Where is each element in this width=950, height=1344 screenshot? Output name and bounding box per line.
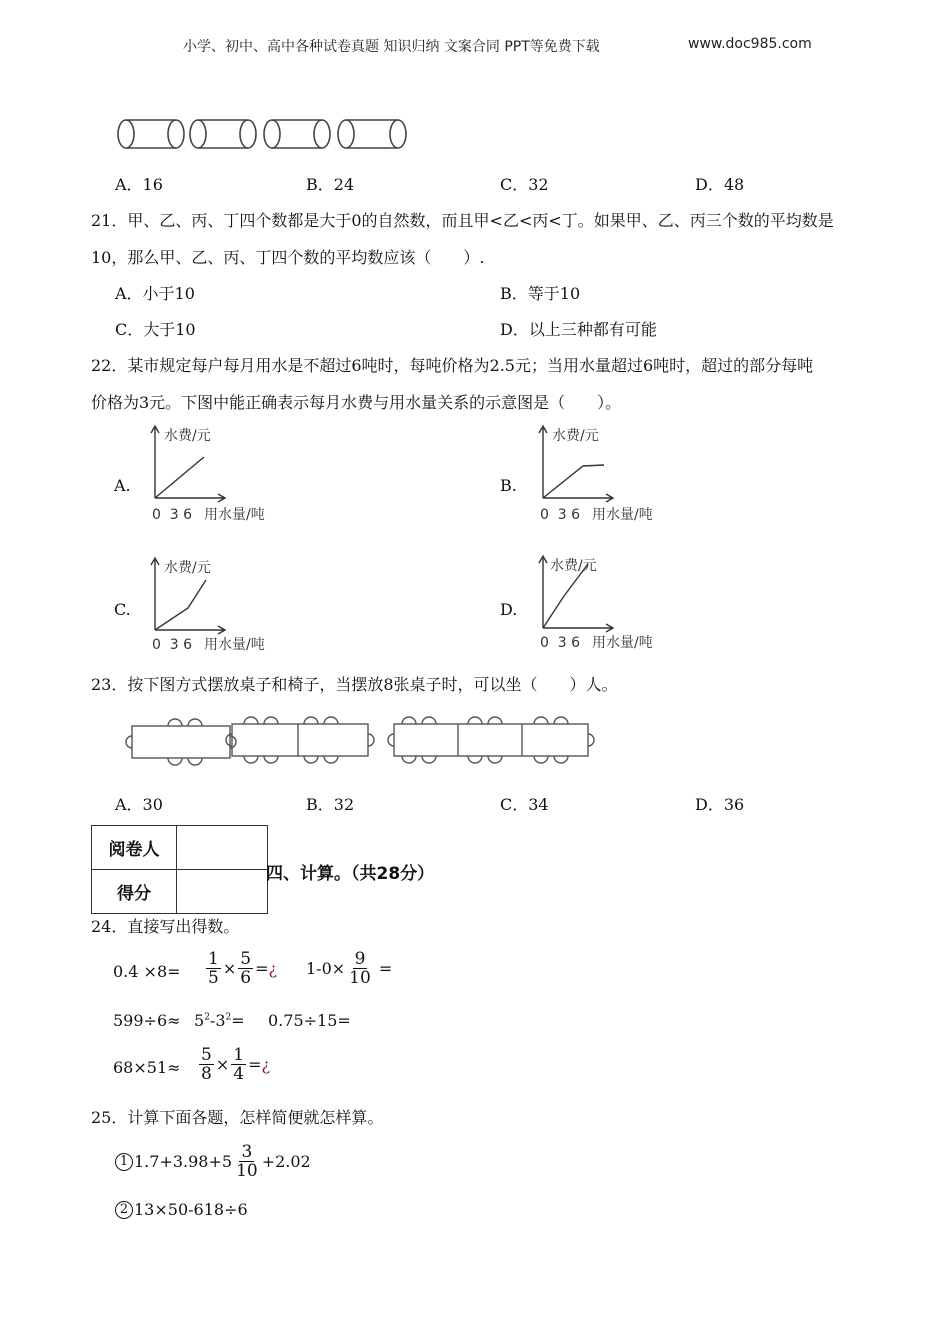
grading-table [91,825,268,914]
q24-prompt: 24．直接写出得数。 [91,917,240,936]
q22-option-d-label: D. [500,600,518,619]
cylinder-2 [190,120,256,148]
q21-option-d: D．以上三种都有可能 [500,320,657,339]
q22-line1: 22．某市规定每户每月用水是不超过6吨时，每吨价格为2.5元；当用水量超过6吨时，超过的部分每吨 [91,356,814,375]
q22-line2: 价格为3元。下图中能正确表示每月水费与用水量关系的示意图是（ ）。 [91,393,622,412]
graph-c-line [155,580,206,630]
q21-option-c: C．大于10 [115,320,196,339]
q22-option-a-label: A. [114,476,131,495]
q25-problem-2: 2 13×50-618÷6 [115,1200,248,1219]
table-group-1 [126,719,236,765]
q20-option-b: B．24 [306,175,355,194]
q24-expr-3: 1-0× $\frac{9}{10}$ = [306,949,393,988]
q21-line1: 21．甲、乙、丙、丁四个数都是大于0的自然数，而且甲<乙<丙<丁。如果甲、乙、丙三个数的平均数是 [91,211,834,230]
q25-prompt: 25．计算下面各题，怎样简便就怎样算。 [91,1108,384,1127]
cylinder-3 [264,120,330,148]
q23-line: 23．按下图方式摆放桌子和椅子，当摆放8张桌子时，可以坐（ ）人。 [91,675,618,694]
q20-option-d: D．48 [695,175,745,194]
graph-d-xticks: 0 3 6 [540,635,581,651]
graph-c-ylabel: 水费/元 [164,560,211,576]
q23-option-b: B．32 [306,795,355,814]
q24-expr-2: $\frac{1}{5}$ × $\frac{5}{6}$ = ¿ [208,949,278,988]
score-cell[interactable] [177,870,268,914]
graph-a-xlabel: 用水量/吨 [204,507,265,523]
cylinder-1 [118,120,184,148]
graph-c-xlabel: 用水量/吨 [204,637,265,653]
q24-expr-4: 599÷6≈ [113,1011,181,1030]
q24-expr-7: 68×51≈ [113,1058,181,1077]
q24-expr-6: 0.75÷15= [268,1011,351,1030]
q24-expr-8: $\frac{5}{8}$ × $\frac{1}{4}$ = ¿ [201,1045,271,1084]
q22-option-c-label: C. [114,600,131,619]
graph-d-xlabel: 用水量/吨 [592,635,653,651]
table-group-2 [226,717,374,763]
header-site: www.doc985.com [688,36,812,52]
reviewer-cell[interactable] [177,826,268,870]
circle-number-1: 1 [115,1153,133,1171]
graph-b-ylabel: 水费/元 [552,428,599,444]
q22-graph-a [146,424,286,524]
q21-option-a: A．小于10 [115,284,195,303]
score-label: 得分 [92,870,177,914]
cylinder-4 [338,120,406,148]
q23-option-a: A．30 [115,795,163,814]
q22-option-b-label: B. [500,476,517,495]
q20-option-c: C．32 [500,175,549,194]
reviewer-label: 阅卷人 [92,826,177,870]
q24-expr-5: $5^2-3^2=$ [194,1011,245,1030]
header-text: 小学、初中、高中各种试卷真题 知识归纳 文案合同 PPT等免费下载 [183,39,600,55]
q21-option-b: B．等于10 [500,284,581,303]
graph-d-ylabel: 水费/元 [550,558,597,574]
circle-number-2: 2 [115,1201,133,1219]
graph-b-line [543,465,604,498]
graph-c-xticks: 0 3 6 [152,637,193,653]
table-group-3 [388,717,594,763]
q25-problem-1: 1 1.7+3.98+5 $\frac{3}{10}$ +2.02 [115,1143,311,1180]
q22-graph-c [146,556,286,656]
q23-option-d: D．36 [695,795,745,814]
q23-option-c: C．34 [500,795,549,814]
graph-b-xlabel: 用水量/吨 [592,507,653,523]
graph-a-line [155,457,204,498]
graph-a-xticks: 0 3 6 [152,507,193,523]
section-4-title: 四、计算。（共28分） [266,864,435,884]
q24-expr-1: 0.4 ×8= [113,962,181,981]
cylinders-figure [114,116,414,154]
tables-chairs-figure [118,716,608,768]
q20-option-a: A．16 [115,175,163,194]
graph-b-xticks: 0 3 6 [540,507,581,523]
q21-line2: 10，那么甲、乙、丙、丁四个数的平均数应该（ ）. [91,248,485,267]
q22-graph-d [534,554,674,654]
q22-graph-b [534,424,674,524]
graph-a-ylabel: 水费/元 [164,428,211,444]
